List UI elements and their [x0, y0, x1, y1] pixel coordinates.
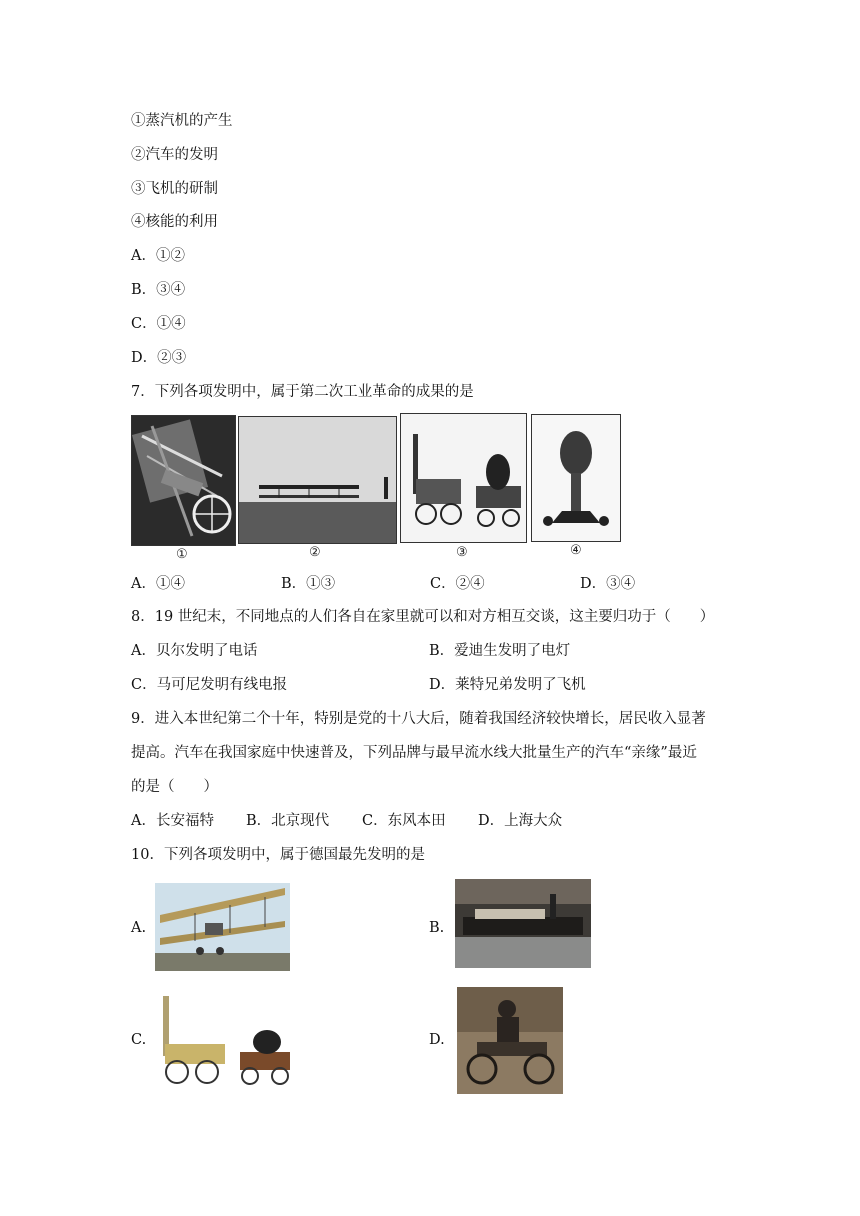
q6-option-c: C．①④: [131, 316, 186, 332]
q7-option-d: D．③④: [580, 576, 636, 592]
q6-option-a: A．①②: [131, 248, 185, 264]
q9-option-b: B．北京现代: [246, 813, 330, 829]
q6-option-b: B．③④: [131, 282, 186, 298]
q7-caption-3: ③: [456, 545, 468, 560]
q9-line-1: 9．进入本世纪第二个十年，特别是党的十八大后，随着我国经济较快增长，居民收入显著: [131, 711, 706, 727]
q9-option-a: A．长安福特: [131, 813, 214, 829]
q10-option-a-label: A.: [131, 920, 147, 936]
q6-item-3: ③飞机的研制: [131, 181, 218, 197]
q10-image-automobile: [457, 987, 563, 1094]
q7-option-a: A．①④: [131, 576, 185, 592]
q8-option-d: D．莱特兄弟发明了飞机: [429, 677, 586, 693]
q7-image-airplane: [238, 416, 397, 544]
q10-option-c-label: C.: [131, 1032, 147, 1048]
q10-option-b-label: B.: [429, 920, 445, 936]
q10-image-steamboat: [455, 879, 591, 968]
q9-option-d: D．上海大众: [478, 813, 563, 829]
q8-option-c: C．马可尼发明有线电报: [131, 677, 288, 693]
q7-option-c: C．②④: [430, 576, 485, 592]
q10-image-airplane: [155, 883, 290, 971]
q7-caption-2: ②: [309, 545, 321, 560]
q9-option-c: C．东风本田: [362, 813, 446, 829]
q7-stem: 7．下列各项发明中，属于第二次工业革命的成果的是: [131, 384, 474, 400]
q7-image-loom: [131, 415, 236, 546]
q7-option-b: B．①③: [281, 576, 336, 592]
q7-caption-4: ④: [570, 543, 582, 558]
q9-line-3: 的是（ ）: [131, 779, 218, 795]
q6-option-d: D．②③: [131, 350, 187, 366]
q6-item-1: ①蒸汽机的产生: [131, 113, 233, 129]
q7-image-lightbulb: [531, 414, 621, 542]
q9-line-2: 提高。汽车在我国家庭中快速普及，下列品牌与最早流水线大批量生产的汽车“亲缘”最近: [131, 745, 697, 761]
q8-option-a: A．贝尔发明了电话: [131, 643, 258, 659]
q8-stem: 8．19 世纪末，不同地点的人们各自在家里就可以和对方相互交谈，这主要归功于（ ）: [131, 609, 715, 625]
q6-item-4: ④核能的利用: [131, 214, 218, 230]
q10-option-d-label: D.: [429, 1032, 445, 1048]
q7-caption-1: ①: [176, 547, 188, 562]
q6-item-2: ②汽车的发明: [131, 147, 218, 163]
q10-stem: 10．下列各项发明中，属于德国最先发明的是: [131, 847, 425, 863]
q7-image-locomotive: [400, 413, 527, 543]
q10-image-locomotive: [155, 994, 300, 1086]
q8-option-b: B．爱迪生发明了电灯: [429, 643, 571, 659]
